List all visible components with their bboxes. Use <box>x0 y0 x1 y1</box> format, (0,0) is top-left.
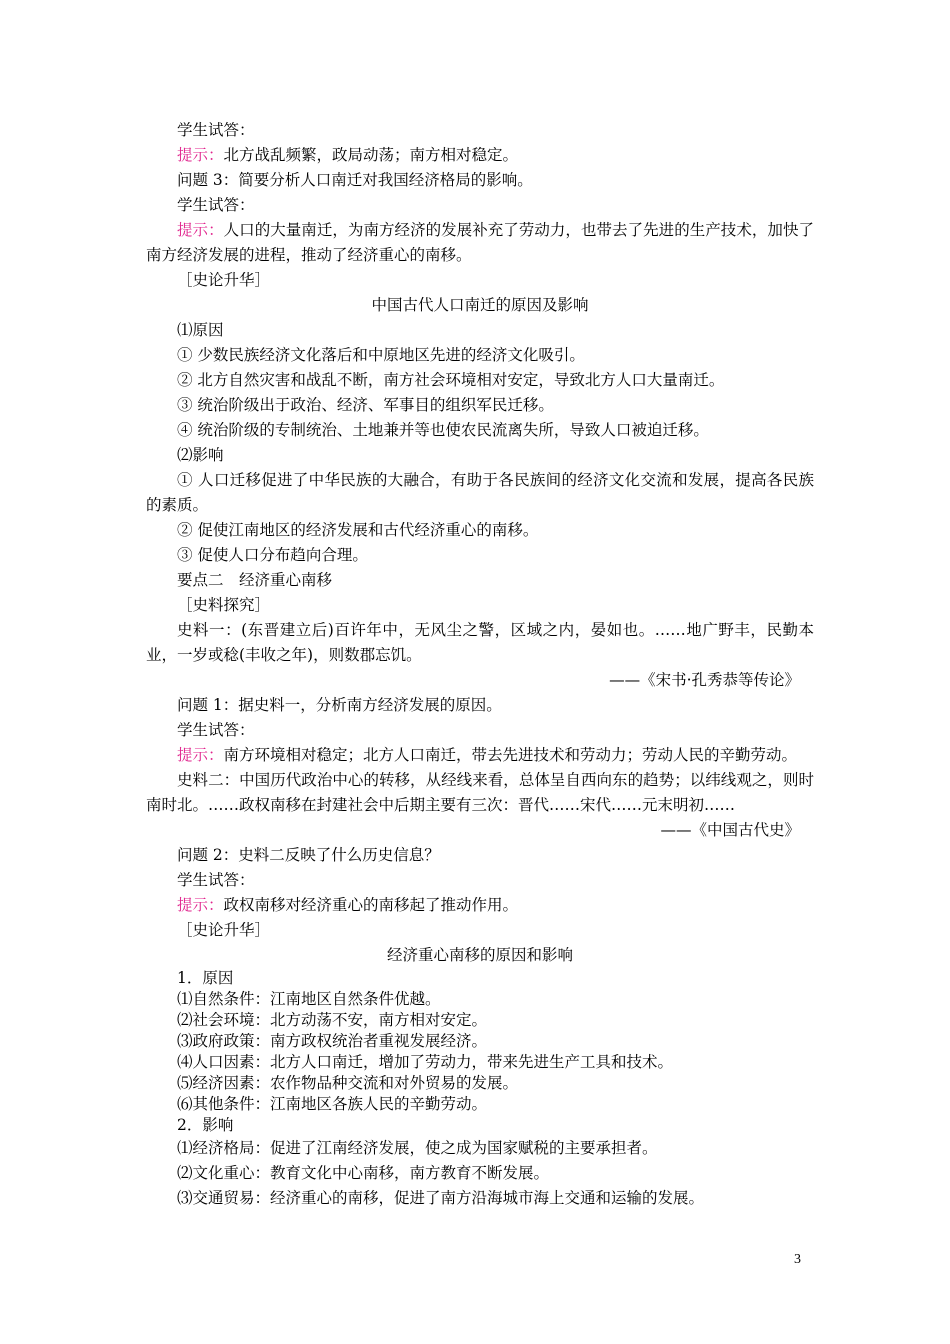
cause-item: ④ 统治阶级的专制统治、土地兼并等也使农民流离失所，导致人口被迫迁移。 <box>177 421 709 439</box>
page-number: 3 <box>794 1252 801 1267</box>
effect-item: ⑴经济格局：促进了江南经济发展，使之成为国家赋税的主要承担者。 <box>177 1139 658 1157</box>
material-2: 史料二：中国历代政治中心的转移，从经线来看，总体呈自西向东的趋势；以纬线观之，则时南时北。……政权南移在封建社会中后期主要有三次：晋代……宋代……元末明初…… <box>146 771 814 814</box>
material-2-source: ——《中国古代史》 <box>660 821 800 839</box>
effect-item: ① 人口迁移促进了中华民族的大融合，有助于各民族间的经济文化交流和发展，提高各民族的素质。 <box>146 471 814 514</box>
section-title: 中国古代人口南迁的原因及影响 <box>371 296 589 314</box>
hint-label: 提示： <box>177 746 224 764</box>
hint-line <box>146 743 814 768</box>
cause-item: ⑴自然条件：江南地区自然条件优越。 <box>177 990 441 1008</box>
effect-heading: 2．影响 <box>177 1116 234 1134</box>
effect-item: ⑶交通贸易：经济重心的南移，促进了南方沿海城市海上交通和运输的发展。 <box>177 1189 705 1207</box>
hint-line <box>146 143 814 168</box>
hint-text: 人口的大量南迁，为南方经济的发展补充了劳动力，也带去了先进的生产技术，加快了南方经济发展的进程，推动了经济重心的南移。 <box>146 221 814 264</box>
section-tag: ［史料探究］ <box>177 596 271 614</box>
cause-item: ① 少数民族经济文化落后和中原地区先进的经济文化吸引。 <box>177 346 585 364</box>
section-tag: ［史论升华］ <box>177 271 271 289</box>
material-1: 史料一：(东晋建立后)百许年中，无风尘之警，区域之内，晏如也。……地广野丰，民勤本业，一岁或稔(丰收之年)，则数郡忘饥。 <box>146 621 814 664</box>
point-title: 要点二 经济重心南移 <box>177 571 333 589</box>
cause-heading: ⑴原因 <box>177 321 224 339</box>
effect-item: ② 促使江南地区的经济发展和古代经济重心的南移。 <box>177 521 539 539</box>
question-2: 问题 2：史料二反映了什么历史信息？ <box>177 846 440 864</box>
hint-text: 北方战乱频繁，政局动荡；南方相对稳定。 <box>223 146 519 164</box>
cause-item: ⑷人口因素：北方人口南迁，增加了劳动力，带来先进生产工具和技术。 <box>177 1053 674 1071</box>
cause-item: ② 北方自然灾害和战乱不断，南方社会环境相对安定，导致北方人口大量南迁。 <box>177 371 725 389</box>
hint-text: 政权南移对经济重心的南移起了推动作用。 <box>223 896 519 914</box>
cause-item: ③ 统治阶级出于政治、经济、军事目的组织军民迁移。 <box>177 396 554 414</box>
cause-heading: 1．原因 <box>177 969 234 987</box>
student-answer-label: 学生试答： <box>177 871 255 889</box>
student-answer-label: 学生试答： <box>177 196 255 214</box>
section-tag: ［史论升华］ <box>177 921 271 939</box>
cause-item: ⑸经济因素：农作物品种交流和对外贸易的发展。 <box>177 1074 519 1092</box>
question-1: 问题 1：据史料一，分析南方经济发展的原因。 <box>177 696 502 714</box>
hint-label: 提示： <box>177 221 224 239</box>
hint-line <box>146 893 814 918</box>
student-answer-label: 学生试答： <box>177 121 255 139</box>
hint-text: 南方环境相对稳定；北方人口南迁，带去先进技术和劳动力；劳动人民的辛勤劳动。 <box>223 746 798 764</box>
hint-paragraph <box>146 218 814 268</box>
effect-heading: ⑵影响 <box>177 446 224 464</box>
section-title: 经济重心南移的原因和影响 <box>386 946 573 964</box>
material-1-source: ——《宋书·孔秀恭等传论》 <box>609 671 800 689</box>
hint-label: 提示： <box>177 146 224 164</box>
effect-item: ⑵文化重心：教育文化中心南移，南方教育不断发展。 <box>177 1164 550 1182</box>
cause-item: ⑵社会环境：北方动荡不安，南方相对安定。 <box>177 1011 488 1029</box>
question-3: 问题 3：简要分析人口南迁对我国经济格局的影响。 <box>177 171 533 189</box>
effect-item: ③ 促使人口分布趋向合理。 <box>177 546 368 564</box>
student-answer-label: 学生试答： <box>177 721 255 739</box>
cause-item: ⑶政府政策：南方政权统治者重视发展经济。 <box>177 1032 488 1050</box>
hint-label: 提示： <box>177 896 224 914</box>
page-content <box>146 118 814 1211</box>
cause-item: ⑹其他条件：江南地区各族人民的辛勤劳动。 <box>177 1095 488 1113</box>
